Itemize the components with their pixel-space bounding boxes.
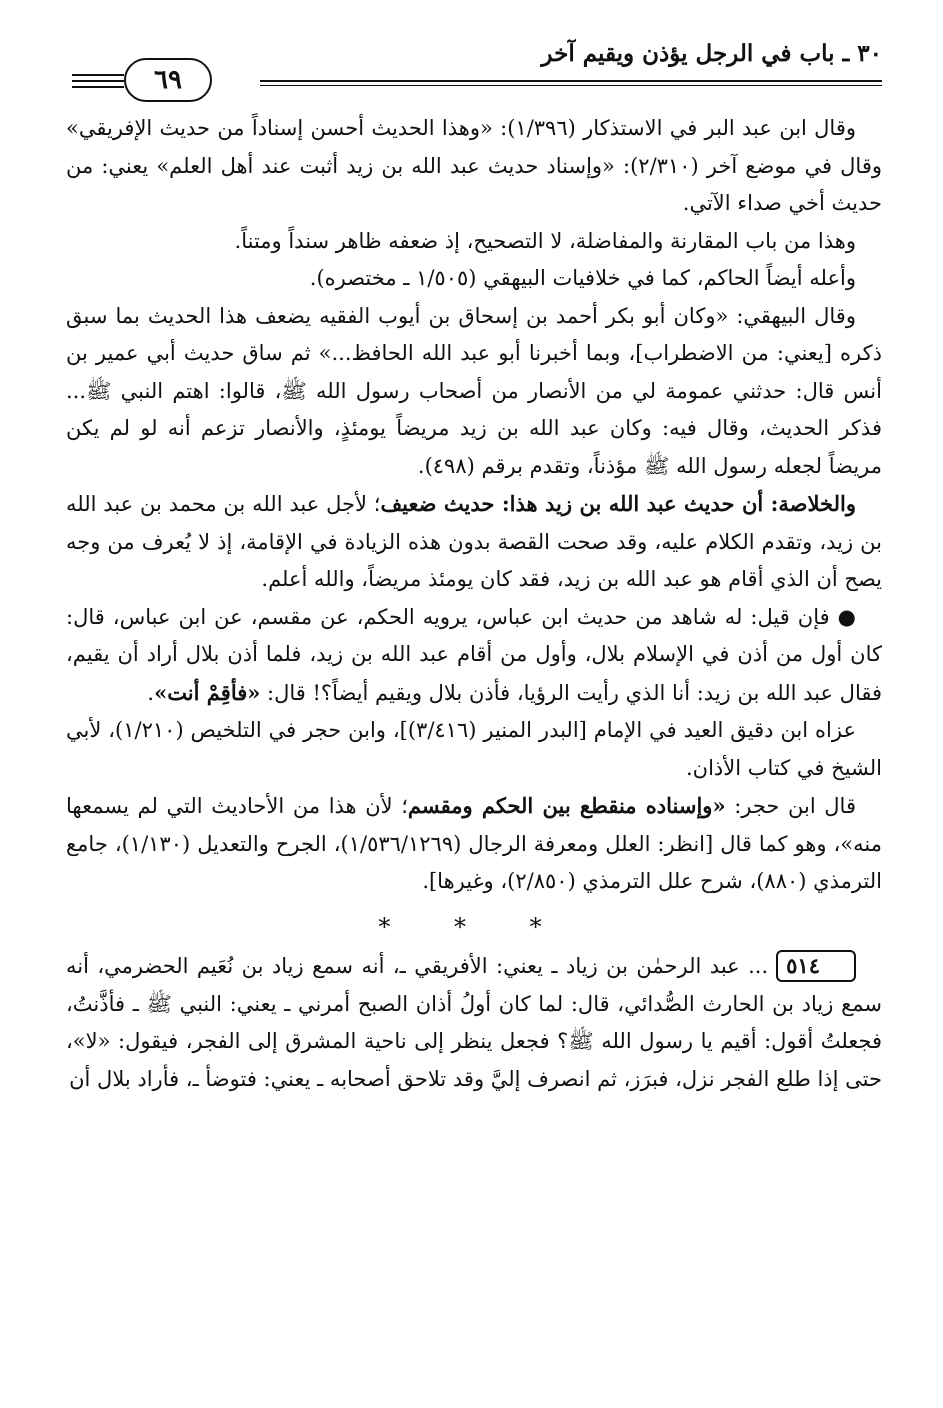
section-separator: * * * <box>378 912 570 941</box>
hadith-text: ... عبد الرحمٰن بن زياد ـ يعني: الأفريقي ـ، أنه سمع زياد بن نُعَيم الحضرمي، أنه سمع زياد بن الحارث الصُّدائي، قال: لما كان أولُ أذان الصبح أمرني ـ يعني: النبي ﷺ ـ فأذَّنتُ، فجعلتُ أقول: أقيم يا رسول الله ﷺ؟ فجعل ينظر إلى ناحية المشرق إلى الفجر، فيقول: «لا»، حتى إذا طلع الفجر نزل، فبرَز، ثم انصرف إليَّ وقد تلاحق أصحابه ـ يعني: فتوضأ ـ، فأراد بلال أن <box>66 954 882 1091</box>
paragraph <box>66 110 882 223</box>
page-header <box>64 40 882 100</box>
header-rule-thin <box>260 85 882 86</box>
bold-run: والخلاصة: أن حديث عبد الله بن زيد هذا: حديث ضعيف <box>380 491 856 516</box>
page-number-badge <box>124 58 212 102</box>
hadith-paragraph <box>66 948 882 1098</box>
hadith-number: ٥١٤ <box>776 950 856 982</box>
text-run: عزاه ابن دقيق العيد في الإمام [البدر المنير (٣/٤١٦)]، وابن حجر في التلخيص (١/٢١٠)، لأبي الشيخ في كتاب الأذان. <box>66 718 882 780</box>
commentary-paragraphs <box>66 110 882 901</box>
page-number: ٦٩ <box>154 65 182 95</box>
text-run: . <box>147 680 155 705</box>
text-run: قال ابن حجر: <box>725 794 856 818</box>
header-rule <box>260 80 882 82</box>
paragraph <box>66 298 882 486</box>
paragraph <box>66 787 882 901</box>
ornament-line <box>72 86 124 88</box>
paragraph <box>66 260 882 298</box>
text-run: ؛ لأن هذا من الأحاديث التي لم يسمعها منه»، وهو كما قال [انظر: العلل ومعرفة الرجال (١/٥٣٦/١٢٦٩)، الجرح والتعديل (١/١٣٠)، جامع الترمذي (٨٨٠)، شرح علل الترمذي (٢/٨٥٠)، وغيرها]. <box>66 794 882 893</box>
paragraph <box>66 485 882 599</box>
paragraph <box>66 223 882 261</box>
page-body <box>66 110 882 1098</box>
paragraph <box>66 712 882 787</box>
bold-run: «فأقِمْ أنت» <box>154 679 261 705</box>
text-run: وقال البيهقي: «وكان أبو بكر أحمد بن إسحاق بن أيوب الفقيه يضعف هذا الحديث بما سبق ذكره [يعني: من الاضطراب]، وبما أخبرنا أبو عبد الله الحافظ...» ثم ساق حديث أبي عمير بن أنس قال: حدثني عمومة لي من الأنصار من أصحاب رسول الله ﷺ، قالوا: اهتم النبي ﷺ... فذكر الحديث، وقال فيه: وكان عبد الله بن زيد مريضاً يومئذٍ، والأنصار تزعم أنه لو لم يكن مريضاً لجعله رسول الله ﷺ مؤذناً، وتقدم برقم (٤٩٨). <box>66 303 882 478</box>
text-run: وأعله أيضاً الحاكم، كما في خلافيات البيهقي (١/٥٠٥ ـ مختصره). <box>309 266 856 290</box>
text-run: ؛ لأجل عبد الله بن محمد بن عبد الله بن زيد، وتقدم الكلام عليه، وقد صحت القصة بدون هذه الزيادة في الإقامة، إذ لا يُعرف من وجه يصح أن الذي أقام هو عبد الله بن زيد، فقد كان يومئذ مريضاً، والله أعلم. <box>66 492 882 591</box>
ornament-line <box>72 80 124 82</box>
running-title: ٣٠ ـ باب في الرجل يؤذن ويقيم آخر <box>541 40 882 67</box>
text-run: وقال ابن عبد البر في الاستذكار (١/٣٩٦): «وهذا الحديث أحسن إسناداً من حديث الإفريقي» وقال في موضع آخر (٢/٣١٠): «وإسناد حديث عبد الله بن زيد أثبت عند أهل العلم» يعني: من حديث أخي صداء الآتي. <box>66 116 882 215</box>
text-run: وهذا من باب المقارنة والمفاضلة، لا التصحيح، إذ ضعفه ظاهر سنداً ومتناً. <box>234 228 856 253</box>
bold-run: «وإسناده منقطع بين الحكم ومقسم <box>407 793 726 818</box>
ornament-line <box>72 74 124 76</box>
paragraph <box>66 599 882 713</box>
text-run: ● فإن قيل: له شاهد من حديث ابن عباس، يرويه الحكم، عن مقسم، عن ابن عباس، قال: كان أول من أذن في الإسلام بلال، وأول من أقام عبد الله بن زيد، فلما أذن بلال أراد أن يقيم، فقال عبد الله بن زيد: أنا الذي رأيت الرؤيا، فأذن بلال ويقيم أيضاً؟! قال: <box>66 604 882 705</box>
